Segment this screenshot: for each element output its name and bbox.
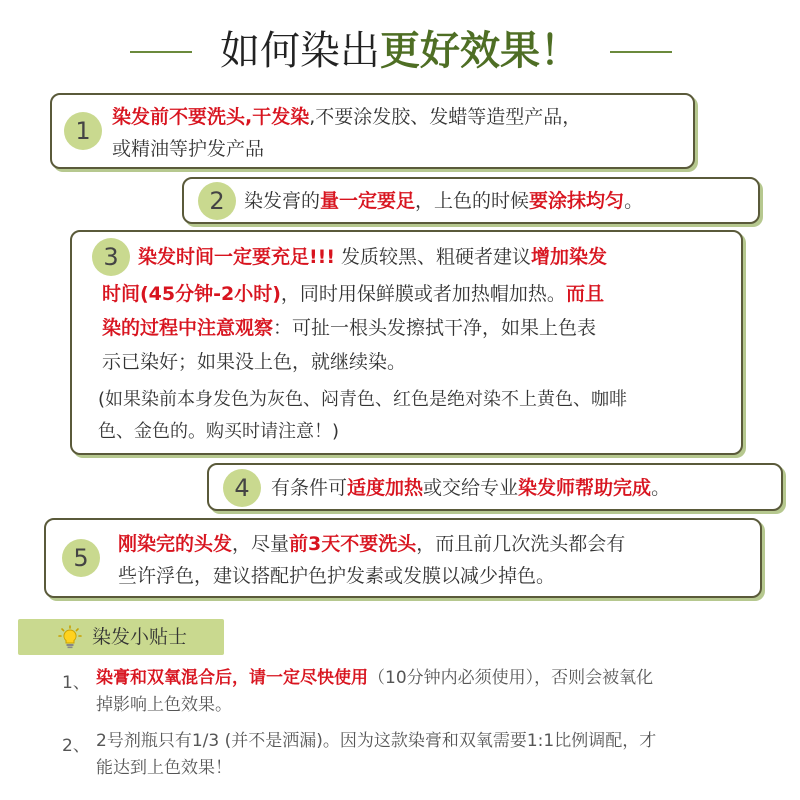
tip-highlight: 量一定要足: [320, 190, 416, 212]
tip-card-4: [207, 463, 783, 511]
tip-text: [138, 241, 607, 273]
tip-note: [98, 384, 627, 448]
small-tip-number: 2、: [62, 736, 90, 756]
tip-number-badge: 3: [92, 238, 130, 276]
tip-body: ：可扯一根头发擦拭干净，如果上色表: [273, 317, 597, 339]
tip-body: ，尽量: [232, 533, 290, 555]
small-tip-body: 掉影响上色效果。: [96, 695, 232, 715]
tip-body: 或精油等护发产品: [112, 138, 265, 160]
tip-text: [271, 472, 670, 504]
page-title-area: [0, 22, 800, 82]
tip-highlight: 前3天不要洗头: [289, 533, 417, 555]
page-title: [200, 22, 600, 80]
tip-number-badge: 2: [198, 182, 236, 220]
tip-body: 或交给专业: [423, 477, 519, 499]
small-tip-item-1: [96, 665, 653, 719]
tip-body: ，同时用保鲜膜或者加热帽加热。: [280, 283, 566, 305]
tip-highlight: 染发时间一定要充足!!!: [138, 246, 335, 268]
small-tips-header: [18, 619, 224, 655]
tip-text: [102, 277, 604, 379]
tip-number-badge: 4: [223, 469, 261, 507]
tip-note-line: 色、金色的。购买时请注意！): [98, 421, 340, 442]
tip-number-badge: 5: [62, 539, 100, 577]
tip-text: [118, 528, 625, 592]
title-normal: 如何染出: [220, 28, 380, 74]
small-tip-body: （10分钟内必须使用），否则会被氧化: [368, 668, 654, 688]
tip-highlight: 时间(45分钟-2小时): [102, 283, 281, 305]
tip-body: 染发膏的: [244, 190, 321, 212]
tip-body: 。: [624, 190, 644, 212]
tip-card-2: [182, 177, 760, 224]
tip-highlight: 染发前不要洗头,干发染: [112, 106, 310, 128]
tip-body: 有条件可: [271, 477, 348, 499]
tip-highlight: 刚染完的头发: [118, 533, 233, 555]
tip-card-3: [70, 230, 743, 455]
tip-text: [112, 101, 581, 165]
title-line-right: [610, 51, 672, 53]
tip-highlight: 要涂抹均匀: [529, 190, 625, 212]
tip-number-badge: 1: [64, 112, 102, 150]
tip-body: 发质较黑、粗硬者建议: [335, 246, 532, 268]
tip-body: 示已染好；如果没上色，就继续染。: [102, 351, 407, 373]
tip-text: [244, 185, 643, 217]
small-tips-label: 染发小贴士: [92, 626, 188, 648]
tip-body: 些许浮色，建议搭配护色护发素或发膜以减少掉色。: [118, 565, 556, 587]
small-tip-item-2: [96, 728, 656, 782]
tip-card-5: [44, 518, 762, 598]
small-tip-body: 2号剂瓶只有1/3 (并不是洒漏)。因为这款染膏和双氧需要1:1比例调配，才: [96, 731, 657, 751]
small-tip-number: 1、: [62, 673, 90, 693]
tip-body: ,不要涂发胶、发蜡等造型产品，: [309, 106, 582, 128]
small-tip-highlight: 染膏和双氧混合后，请一定尽快使用: [96, 668, 368, 688]
tip-highlight: 染发师帮助完成: [518, 477, 652, 499]
tip-highlight: 适度加热: [347, 477, 424, 499]
tip-body: ，而且前几次洗头都会有: [416, 533, 626, 555]
tip-note-line: (如果染前本身发色为灰色、闷青色、红色是绝对染不上黄色、咖啡: [98, 389, 628, 410]
tip-highlight: 而且: [565, 283, 604, 305]
tip-highlight: 染的过程中注意观察: [102, 317, 274, 339]
title-line-left: [130, 51, 192, 53]
tip-card-1: [50, 93, 695, 169]
lightbulb-icon: [58, 625, 82, 649]
tip-highlight: 增加染发: [531, 246, 608, 268]
tip-body: ，上色的时候: [415, 190, 530, 212]
small-tip-body: 能达到上色效果！: [96, 758, 232, 778]
title-emphasis: 更好效果！: [380, 28, 580, 74]
tip-body: 。: [651, 477, 671, 499]
